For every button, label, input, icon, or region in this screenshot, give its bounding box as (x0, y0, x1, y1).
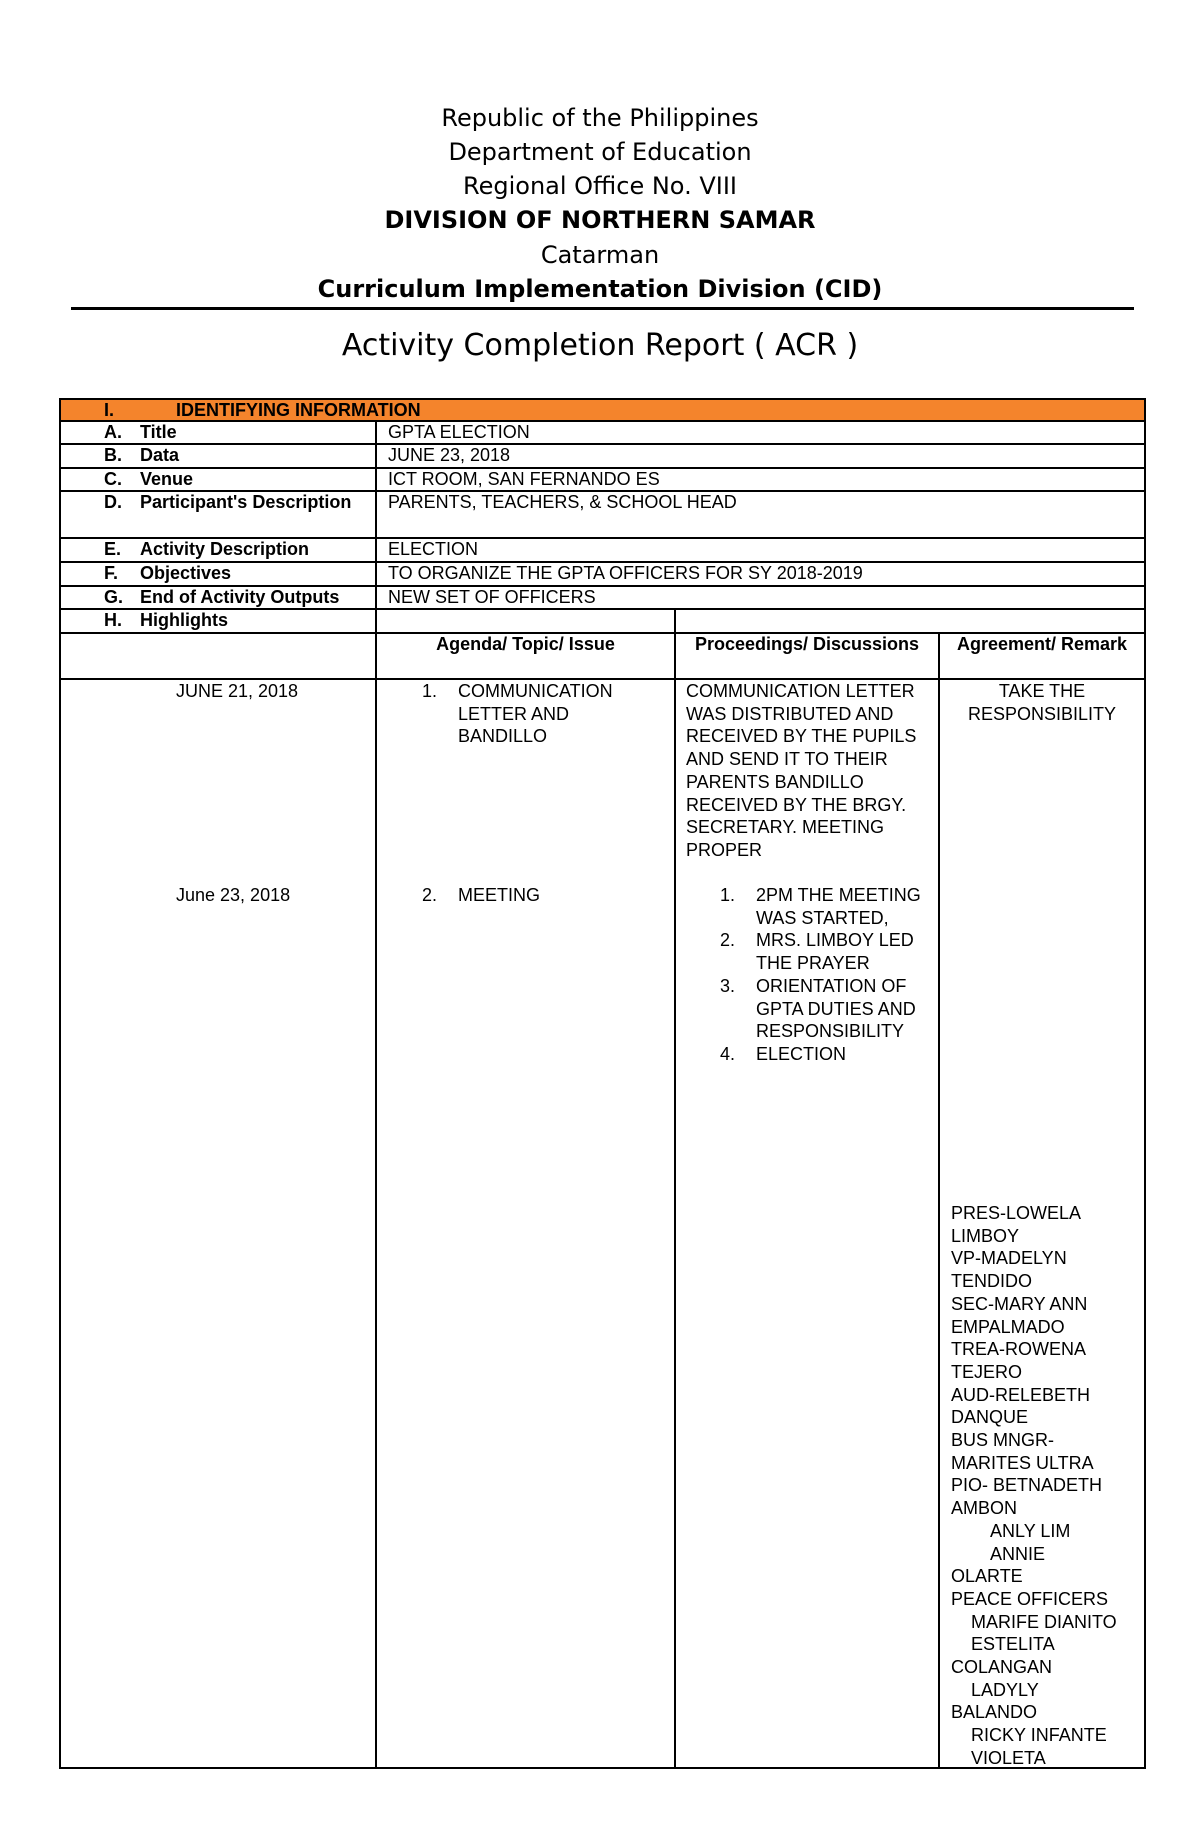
date-june-23: June 23, 2018 (176, 885, 291, 905)
info-row-title-label: A. Title (104, 422, 177, 442)
header-divider (71, 307, 1134, 310)
elected-officers: PRES-LOWELA LIMBOY VP-MADELYN TENDIDO SEC-MARY ANN EMPALMADO TREA-ROWENA TEJERO AUD-RELEBETH DANQUE BUS MNGR- MARITES ULTRA PIO- BETNADETH AMBON ANLY LIM ANNIE OLARTE PEACE OFFICERS MARIFE DIANITO ESTELITA COLANGAN LADYLY BALANDO RICKY INFANTE VIOLETA (951, 1203, 1117, 1768)
date-june-21: JUNE 21, 2018 (176, 681, 299, 701)
list-item: 2. MRS. LIMBOY LED THE PRAYER (720, 930, 914, 974)
table-border-right (1144, 398, 1146, 1769)
info-row-activity-value: ELECTION (388, 539, 479, 559)
header-cid: Curriculum Implementation Division (CID) (317, 275, 883, 303)
table-column-line (674, 608, 676, 1769)
header-city: Catarman (540, 241, 660, 269)
table-border-left (59, 398, 61, 1769)
table-row-line (59, 443, 1146, 445)
info-row-outputs-value: NEW SET OF OFFICERS (388, 587, 596, 607)
agenda-item: 1. COMMUNICATION LETTER AND BANDILLO (422, 681, 613, 747)
info-row-participants-label: D. Participant's Description (104, 492, 352, 512)
section-number: I. (104, 400, 115, 420)
header-region: Regional Office No. VIII (463, 172, 737, 200)
info-row-participants-value: PARENTS, TEACHERS, & SCHOOL HEAD (388, 492, 737, 512)
info-row-activity-label: E. Activity Description (104, 539, 310, 559)
header-agreement: Agreement/ Remark (956, 634, 1128, 654)
report-title: Activity Completion Report ( ACR ) (341, 328, 859, 363)
info-row-objectives-value: TO ORGANIZE THE GPTA OFFICERS FOR SY 2018-2019 (388, 563, 863, 583)
header-division: DIVISION OF NORTHERN SAMAR (384, 206, 816, 234)
header-republic: Republic of the Philippines (441, 104, 759, 132)
table-column-line (938, 632, 940, 1769)
header-department: Department of Education (448, 138, 752, 166)
info-row-outputs-label: G. End of Activity Outputs (104, 587, 340, 607)
info-row-objectives-label: F. Objectives (104, 563, 232, 583)
info-row-highlights-label: H. Highlights (104, 610, 228, 630)
proceedings-intro: COMMUNICATION LETTER WAS DISTRIBUTED AND RECEIVED BY THE PUPILS AND SEND IT TO THEIR PARENTS BANDILLO RECEIVED BY THE BRGY. SECRETARY. MEETING PROPER (686, 681, 917, 860)
header-proceedings: Proceedings/ Discussions (694, 634, 920, 654)
info-row-title-value: GPTA ELECTION (388, 422, 530, 442)
info-row-venue-value: ICT ROOM, SAN FERNANDO ES (388, 469, 660, 489)
header-agenda: Agenda/ Topic/ Issue (436, 634, 615, 654)
list-item: 3. ORIENTATION OF GPTA DUTIES AND RESPONSIBILITY (720, 975, 916, 1042)
section-title: IDENTIFYING INFORMATION (176, 400, 421, 420)
info-row-venue-label: C. Venue (104, 469, 194, 489)
proceedings-list (720, 884, 936, 1066)
remark: TAKE THE RESPONSIBILITY (967, 681, 1117, 724)
agenda-item: 2. MEETING (422, 885, 541, 905)
table-column-line (375, 420, 377, 1769)
info-row-date-value: JUNE 23, 2018 (388, 445, 511, 465)
list-item: 4. ELECTION (720, 1043, 847, 1064)
info-row-date-label: B. Data (104, 445, 180, 465)
list-item: 1. 2PM THE MEETING WAS STARTED, (720, 885, 921, 928)
